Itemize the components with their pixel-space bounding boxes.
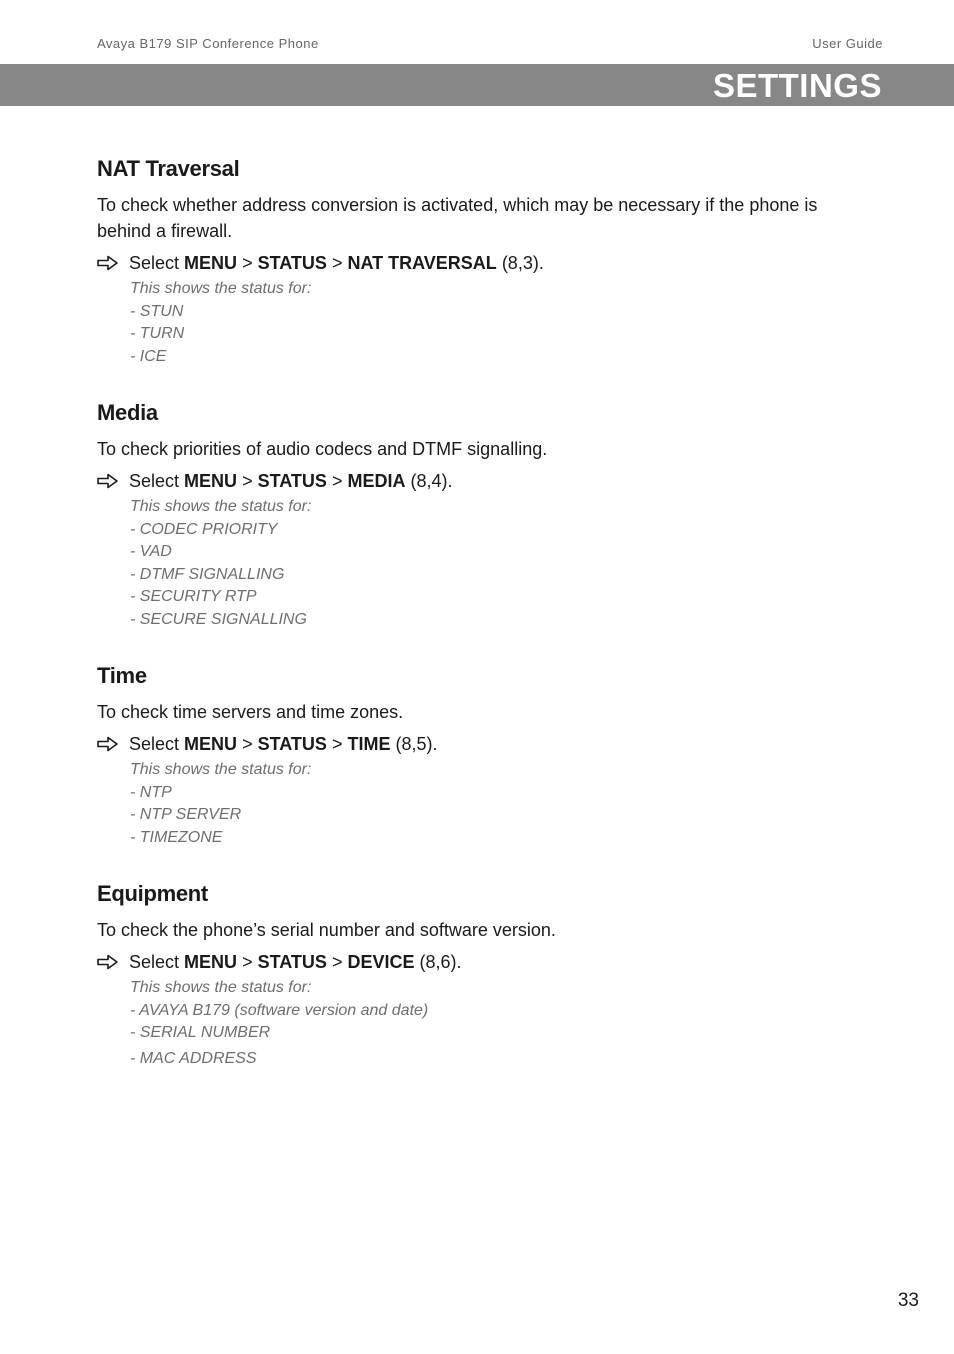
- section-time: [97, 661, 847, 849]
- details-line: - SECURITY RTP: [130, 588, 257, 605]
- menu-code: (8,4).: [410, 471, 453, 491]
- step-verb: Select: [129, 253, 180, 273]
- status-label: STATUS: [257, 471, 327, 491]
- menu-label: MENU: [184, 471, 238, 491]
- section-heading: Equipment: [97, 881, 208, 906]
- section-intro: To check priorities of audio codecs and DTMF signalling.: [97, 439, 548, 459]
- section-intro: To check time servers and time zones.: [97, 702, 404, 722]
- document-type: User Guide: [812, 36, 883, 51]
- details-line: - SERIAL NUMBER: [130, 1024, 271, 1041]
- page-number: 33: [897, 1290, 919, 1311]
- menu-path-step: [97, 731, 847, 757]
- section-media: [97, 398, 847, 631]
- right-arrow-outline-icon: [97, 473, 119, 489]
- menu-item-label: DEVICE: [347, 952, 415, 972]
- section-heading: Media: [97, 400, 158, 425]
- section-heading: Time: [97, 663, 147, 688]
- details-line: - NTP: [130, 783, 172, 801]
- path-separator: >: [242, 253, 253, 273]
- menu-code: (8,5).: [395, 734, 438, 754]
- details-line: - CODEC PRIORITY: [130, 520, 278, 538]
- details-line: - SECURE SIGNALLING: [130, 610, 307, 628]
- page-content: [97, 154, 847, 1100]
- right-arrow-outline-icon: [97, 954, 119, 970]
- status-details: [97, 977, 847, 1070]
- status-details: [97, 759, 847, 849]
- status-label: STATUS: [257, 253, 327, 273]
- details-line: - STUN: [130, 302, 184, 320]
- details-line: This shows the status for:: [130, 761, 312, 778]
- details-line: - ICE: [130, 347, 167, 365]
- details-line: - DTMF SIGNALLING: [130, 565, 285, 583]
- path-separator: >: [242, 734, 253, 754]
- menu-item-label: TIME: [347, 734, 391, 754]
- section-heading: NAT Traversal: [97, 156, 240, 181]
- details-line: - VAD: [130, 543, 172, 560]
- step-verb: Select: [129, 734, 180, 754]
- menu-code: (8,6).: [419, 952, 462, 972]
- step-verb: Select: [129, 471, 180, 491]
- path-separator: >: [242, 952, 253, 972]
- menu-path-step: [97, 949, 847, 975]
- status-label: STATUS: [257, 734, 327, 754]
- chapter-title: SETTINGS: [712, 67, 882, 104]
- step-verb: Select: [129, 952, 180, 972]
- details-line: - NTP SERVER: [130, 806, 242, 823]
- right-arrow-outline-icon: [97, 255, 119, 271]
- menu-item-label: NAT TRAVERSAL: [347, 253, 497, 273]
- status-details: [97, 496, 847, 631]
- path-separator: >: [331, 253, 343, 273]
- path-separator: >: [331, 952, 343, 972]
- menu-code: (8,3).: [501, 253, 544, 273]
- details-line: - MAC ADDRESS: [130, 1049, 257, 1067]
- path-separator: >: [242, 471, 253, 491]
- menu-label: MENU: [184, 734, 238, 754]
- status-details: [97, 278, 847, 368]
- details-line: - TIMEZONE: [130, 828, 223, 846]
- chapter-title-bar: [0, 64, 954, 106]
- section-equipment: [97, 879, 847, 1070]
- menu-path-step: [97, 250, 847, 276]
- details-line: This shows the status for:: [130, 979, 312, 996]
- section-intro: To check whether address conversion is activated, which may be necessary if the phone is behind a firewall.: [97, 195, 818, 241]
- status-label: STATUS: [257, 952, 327, 972]
- menu-label: MENU: [184, 253, 238, 273]
- section-nat-traversal: [97, 154, 847, 368]
- details-line: - TURN: [130, 325, 185, 342]
- right-arrow-outline-icon: [97, 736, 119, 752]
- details-line: - AVAYA B179 (software version and date): [130, 1001, 429, 1019]
- path-separator: >: [331, 471, 343, 491]
- menu-path-step: [97, 468, 847, 494]
- details-line: This shows the status for:: [130, 498, 312, 515]
- menu-item-label: MEDIA: [347, 471, 406, 491]
- section-intro: To check the phone’s serial number and software version.: [97, 920, 556, 940]
- document-title: Avaya B179 SIP Conference Phone: [97, 36, 319, 51]
- path-separator: >: [331, 734, 343, 754]
- menu-label: MENU: [184, 952, 238, 972]
- details-line: This shows the status for:: [130, 280, 312, 297]
